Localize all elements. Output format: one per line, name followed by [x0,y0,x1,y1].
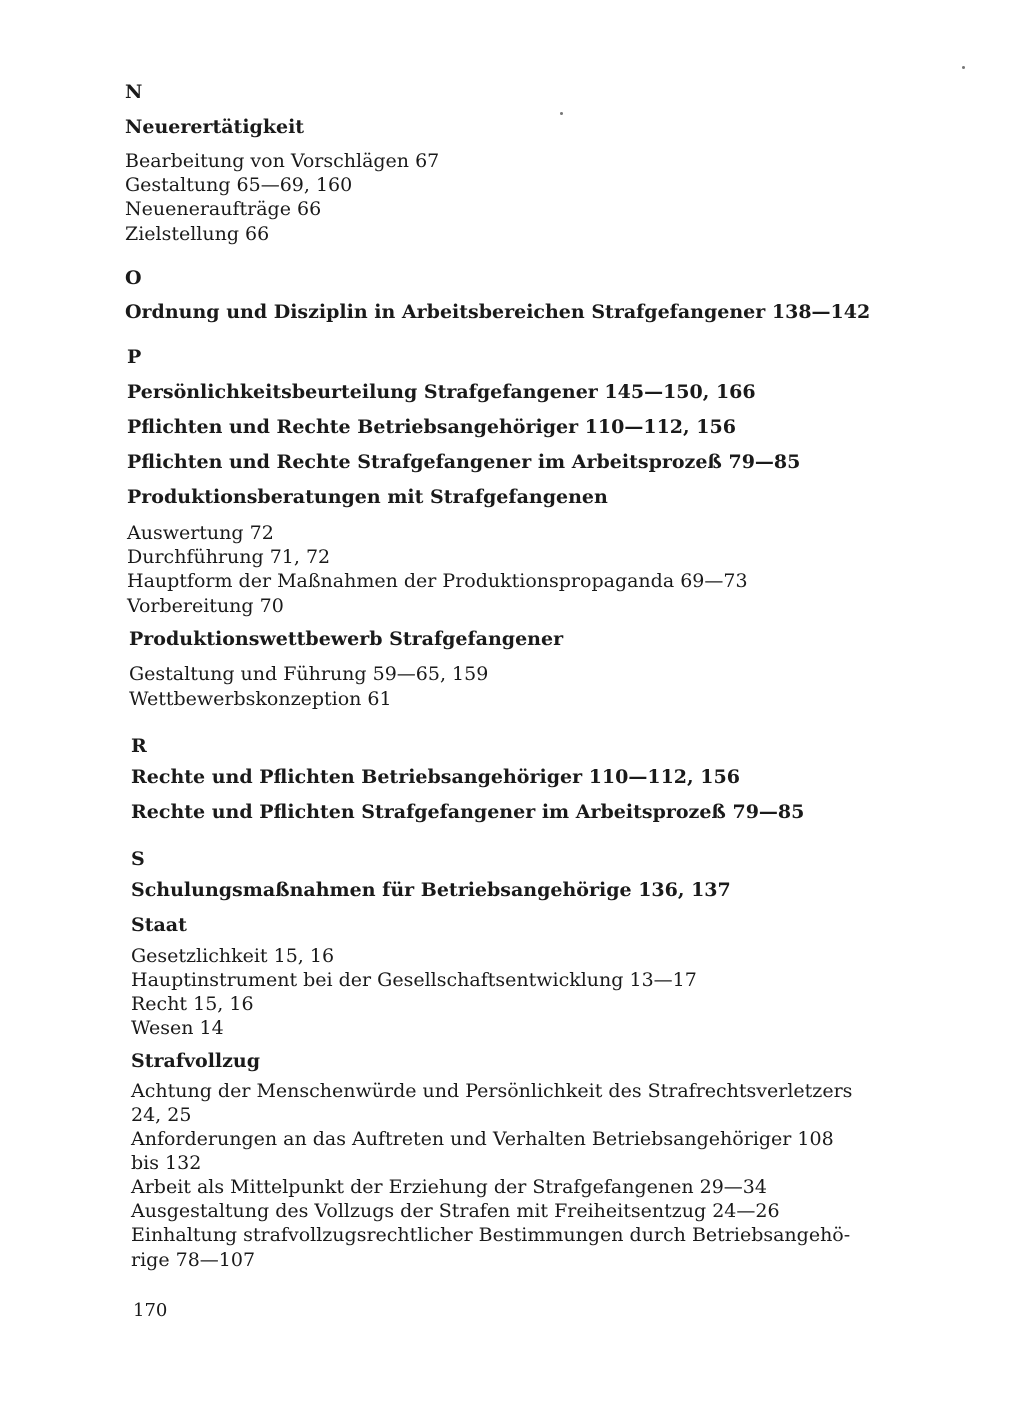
section-letter-s: S [131,848,145,870]
index-entry-heading: Rechte und Pflichten Betriebsangehöriger 110—112, 156 [131,766,740,788]
page-number: 170 [133,1300,168,1321]
index-subentry: Hauptform der Maßnahmen der Produktionspropaganda 69—73 [127,570,748,592]
index-subentry: Auswertung 72 [127,522,274,544]
index-entry-heading: Persönlichkeitsbeurteilung Strafgefangener 145—150, 166 [127,381,756,403]
index-subentry: Zielstellung 66 [125,223,270,245]
index-entry-heading: Produktionsberatungen mit Strafgefangenen [127,486,608,508]
index-subentry: Achtung der Menschenwürde und Persönlichkeit des Strafrechtsverletzers [131,1080,853,1102]
section-letter-p: P [127,346,142,368]
index-subentry: Einhaltung strafvollzugsrechtlicher Bestimmungen durch Betriebsangehö- [131,1224,851,1246]
index-entry-heading: Pflichten und Rechte Betriebsangehöriger 110—112, 156 [127,416,736,438]
section-letter-n: N [125,81,143,103]
index-subentry: Gestaltung und Führung 59—65, 159 [129,663,489,685]
index-entry-heading: Ordnung und Disziplin in Arbeitsbereichen Strafgefangener 138—142 [125,301,871,323]
scan-speck [560,112,563,115]
index-subentry: rige 78—107 [131,1249,256,1271]
index-subentry: Gestaltung 65—69, 160 [125,174,353,196]
index-subentry: Recht 15, 16 [131,993,254,1015]
index-entry-heading: Produktionswettbewerb Strafgefangener [129,628,564,650]
index-entry-heading: Schulungsmaßnahmen für Betriebsangehörige 136, 137 [131,879,731,901]
index-subentry: Neueneraufträge 66 [125,198,322,220]
scan-speck [962,66,965,69]
index-subentry: Anforderungen an das Auftreten und Verhalten Betriebsangehöriger 108 [131,1128,834,1150]
index-entry-heading: Strafvollzug [131,1050,261,1072]
section-letter-o: O [125,267,142,289]
index-entry-heading: Pflichten und Rechte Strafgefangener im Arbeitsprozeß 79—85 [127,451,801,473]
index-subentry: 24, 25 [131,1104,192,1126]
index-subentry: Durchführung 71, 72 [127,546,331,568]
index-subentry: Arbeit als Mittelpunkt der Erziehung der Strafgefangenen 29—34 [131,1176,767,1198]
index-subentry: Wesen 14 [131,1017,224,1039]
index-entry-heading: Rechte und Pflichten Strafgefangener im Arbeitsprozeß 79—85 [131,801,805,823]
index-subentry: Bearbeitung von Vorschlägen 67 [125,150,440,172]
index-subentry: bis 132 [131,1152,202,1174]
index-subentry: Ausgestaltung des Vollzugs der Strafen mit Freiheitsentzug 24—26 [131,1200,780,1222]
index-subentry: Hauptinstrument bei der Gesellschaftsentwicklung 13—17 [131,969,697,991]
index-subentry: Vorbereitung 70 [127,595,284,617]
section-letter-r: R [131,735,147,757]
index-entry-heading: Neuerertätigkeit [125,116,305,138]
index-entry-heading: Staat [131,914,187,936]
index-subentry: Wettbewerbskonzeption 61 [129,688,392,710]
index-subentry: Gesetzlichkeit 15, 16 [131,945,335,967]
